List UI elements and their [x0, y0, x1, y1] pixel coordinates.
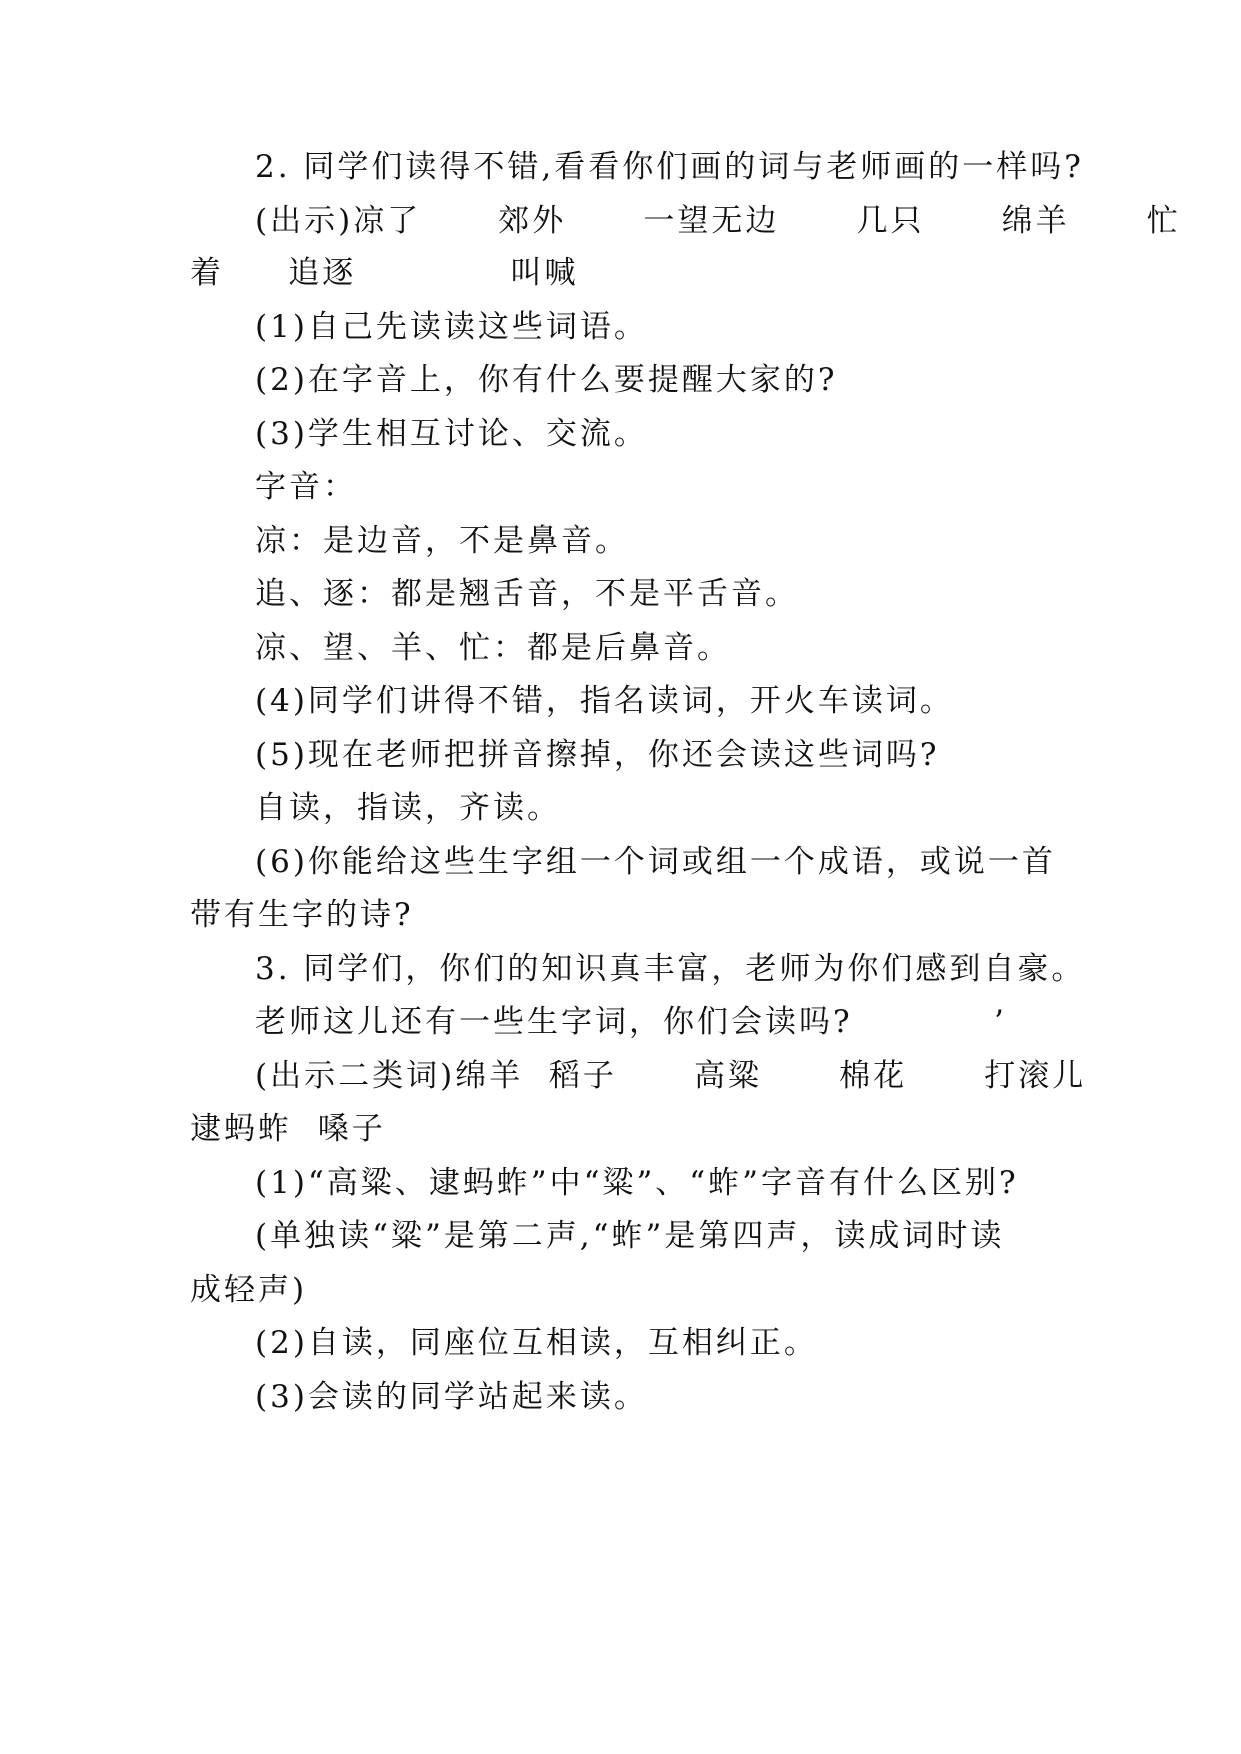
step-1-b: (1)“高粱、逮蚂蚱”中“粱”、“蚱”字音有什么区别? — [255, 1165, 1019, 1201]
pronunciation-note: 凉：是边音，不是鼻音。 — [255, 523, 629, 559]
pronunciation-note: 追、逐：都是翘舌音，不是平舌音。 — [255, 576, 799, 612]
tone-explanation: (单独读“粱”是第二声,“蚱”是第四声，读成词时读 — [255, 1218, 1005, 1254]
section-3-heading: 3. 同学们，你们的知识真丰富，老师为你们感到自豪。 — [255, 951, 1086, 987]
step-6: (6)你能给这些生字组一个词或组一个成语，或说一首 — [255, 844, 1056, 880]
pronunciation-note: 凉、望、羊、忙：都是后鼻音。 — [255, 630, 731, 666]
step-3: (3)学生相互讨论、交流。 — [255, 416, 648, 452]
tone-explanation-continuation: 成轻声) — [190, 1272, 308, 1308]
section-2-heading: 2. 同学们读得不错,看看你们画的词与老师画的一样吗? — [255, 149, 1084, 185]
section-3-question: 老师这儿还有一些生字词，你们会读吗? ’ — [255, 1004, 1007, 1040]
step-5: (5)现在老师把拼音擦掉，你还会读这些词吗? — [255, 737, 940, 773]
reading-methods: 自读，指读，齐读。 — [255, 790, 561, 826]
step-2-b: (2)自读，同座位互相读，互相纠正。 — [255, 1325, 818, 1361]
step-1: (1)自己先读读这些词语。 — [255, 309, 648, 345]
step-3-b: (3)会读的同学站起来读。 — [255, 1379, 648, 1415]
step-6-continuation: 带有生字的诗? — [190, 897, 414, 933]
word-list-line: (出示)凉了 郊外 一望无边 几只 绵羊 忙 — [255, 203, 1181, 239]
word-list-continuation: 着 追逐 叫喊 — [190, 255, 579, 291]
step-2: (2)在字音上，你有什么要提醒大家的? — [255, 362, 838, 398]
word-list-2-continuation: 逮蚂蚱 嗓子 — [190, 1111, 386, 1147]
word-list-line-2: (出示二类词)绵羊 稻子 高粱 棉花 打滚儿 — [255, 1058, 1087, 1094]
step-4: (4)同学们讲得不错，指名读词，开火车读词。 — [255, 683, 954, 719]
pronunciation-heading: 字音： — [255, 469, 357, 505]
